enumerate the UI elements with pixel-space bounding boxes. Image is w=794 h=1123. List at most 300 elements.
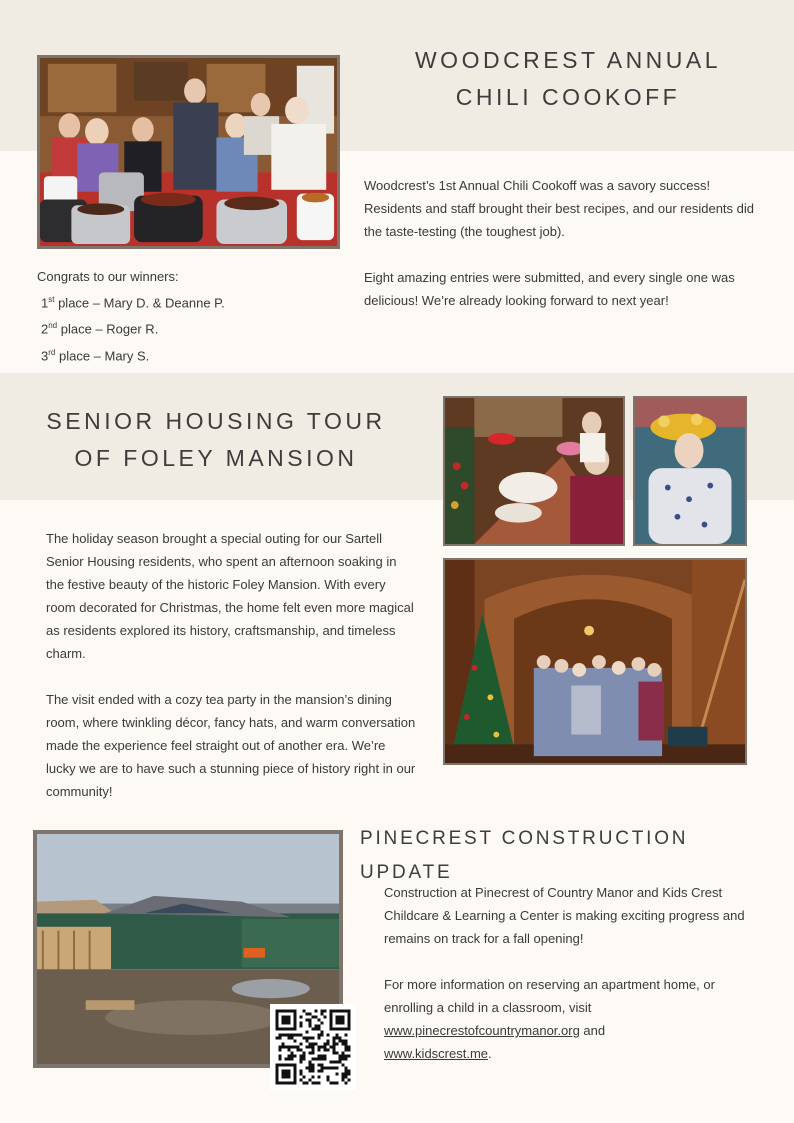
qr-module	[336, 1016, 339, 1019]
qr-module	[291, 1046, 294, 1049]
qr-module	[288, 1049, 291, 1052]
qr-module	[339, 1010, 342, 1013]
chili-paragraph-2: Eight amazing entries were submitted, and every single one was delicious! We’re already looking forward to next year!	[364, 270, 735, 308]
qr-module	[339, 1016, 342, 1019]
qr-module	[321, 1034, 324, 1037]
qr-module	[285, 1064, 288, 1067]
qr-module	[315, 1082, 318, 1085]
qr-module	[294, 1070, 297, 1073]
qr-module	[303, 1037, 306, 1040]
qr-module	[345, 1058, 348, 1061]
qr-module	[294, 1064, 297, 1067]
qr-module	[300, 1016, 303, 1019]
construction-paragraph-1: Construction at Pinecrest of Country Manor and Kids Crest Childcare & Learning a Center is making exciting progress and remains on track for a fall opening!	[384, 885, 745, 946]
qr-module	[342, 1022, 345, 1025]
qr-module	[318, 1037, 321, 1040]
qr-module	[282, 1046, 285, 1049]
qr-module	[276, 1016, 279, 1019]
qr-module	[282, 1043, 285, 1046]
qr-module	[294, 1022, 297, 1025]
qr-module	[312, 1067, 315, 1070]
pinecrest-link[interactable]: www.pinecrestofcountrymanor.org	[384, 1023, 580, 1038]
qr-module	[321, 1070, 324, 1073]
qr-module	[339, 1055, 342, 1058]
qr-module	[339, 1037, 342, 1040]
qr-module	[288, 1058, 291, 1061]
qr-module	[348, 1019, 351, 1022]
qr-module	[300, 1061, 303, 1064]
qr-module	[345, 1028, 348, 1031]
qr-module	[288, 1028, 291, 1031]
qr-code[interactable]	[270, 1004, 356, 1090]
qr-module	[306, 1040, 309, 1043]
qr-module	[276, 1082, 279, 1085]
qr-module	[294, 1025, 297, 1028]
qr-module	[339, 1058, 342, 1061]
qr-module	[324, 1016, 327, 1019]
qr-module	[276, 1064, 279, 1067]
qr-module	[345, 1040, 348, 1043]
qr-module	[300, 1055, 303, 1058]
chili-paragraph-1: Woodcrest’s 1st Annual Chili Cookoff was a savory success! Residents and staff brought their best recipes, and our residents did the taste-testing (the toughest job).	[364, 178, 754, 239]
qr-module	[318, 1034, 321, 1037]
qr-module	[318, 1046, 321, 1049]
qr-module	[330, 1067, 333, 1070]
qr-module	[300, 1070, 303, 1073]
qr-module	[318, 1070, 321, 1073]
qr-module	[312, 1049, 315, 1052]
qr-module	[315, 1043, 318, 1046]
qr-module	[309, 1025, 312, 1028]
qr-module	[336, 1019, 339, 1022]
qr-module	[309, 1067, 312, 1070]
qr-module	[309, 1064, 312, 1067]
qr-module	[291, 1037, 294, 1040]
qr-module	[291, 1034, 294, 1037]
qr-module	[309, 1046, 312, 1049]
qr-module	[285, 1019, 288, 1022]
qr-module	[339, 1061, 342, 1064]
qr-module	[333, 1046, 336, 1049]
qr-module	[282, 1028, 285, 1031]
qr-module	[333, 1037, 336, 1040]
qr-module	[285, 1046, 288, 1049]
qr-module	[276, 1022, 279, 1025]
qr-module	[309, 1043, 312, 1046]
qr-module	[318, 1058, 321, 1061]
tour-paragraph-1: The holiday season brought a special outing for our Sartell Senior Housing residents, who spent an afternoon soaking in the festive beauty of the historic Foley Mansion. With every room decorated for Christmas, the home felt even more magical as residents explored its history, craftsmanship, and timeless charm.	[46, 531, 414, 661]
construction-paragraph-2: For more information on reserving an apartment home, or enrolling a child in a classroom, visit www.pinecrestofcountrymanor.org and www.kidscrest.me.	[384, 977, 715, 1061]
qr-module	[321, 1067, 324, 1070]
qr-module	[333, 1052, 336, 1055]
qr-module	[294, 1016, 297, 1019]
qr-module	[342, 1028, 345, 1031]
qr-module	[342, 1043, 345, 1046]
qr-module	[294, 1055, 297, 1058]
qr-module	[333, 1043, 336, 1046]
qr-module	[285, 1016, 288, 1019]
qr-module	[282, 1016, 285, 1019]
qr-module	[279, 1049, 282, 1052]
qr-module	[276, 1019, 279, 1022]
qr-module	[345, 1049, 348, 1052]
qr-module	[288, 1016, 291, 1019]
chili-title-line-1: WOODCREST ANNUAL	[414, 47, 722, 73]
qr-module	[300, 1043, 303, 1046]
qr-module	[276, 1079, 279, 1082]
qr-module	[291, 1010, 294, 1013]
qr-module	[276, 1028, 279, 1031]
qr-module	[294, 1082, 297, 1085]
qr-module	[348, 1073, 351, 1076]
qr-module	[279, 1010, 282, 1013]
qr-module	[282, 1076, 285, 1079]
qr-module	[282, 1064, 285, 1067]
qr-module	[306, 1046, 309, 1049]
qr-module	[306, 1037, 309, 1040]
qr-module	[324, 1043, 327, 1046]
qr-module	[300, 1073, 303, 1076]
qr-module	[324, 1067, 327, 1070]
qr-module	[294, 1034, 297, 1037]
qr-module	[312, 1016, 315, 1019]
qr-module	[342, 1040, 345, 1043]
qr-module	[348, 1079, 351, 1082]
qr-module	[327, 1079, 330, 1082]
qr-module	[309, 1070, 312, 1073]
qr-module	[288, 1073, 291, 1076]
qr-module	[318, 1076, 321, 1079]
qr-module	[285, 1028, 288, 1031]
qr-module	[312, 1064, 315, 1067]
qr-module	[348, 1010, 351, 1013]
qr-module	[282, 1022, 285, 1025]
qr-module	[336, 1022, 339, 1025]
qr-module	[279, 1034, 282, 1037]
qr-module	[285, 1073, 288, 1076]
qr-module	[285, 1070, 288, 1073]
qr-module	[330, 1082, 333, 1085]
qr-module	[300, 1022, 303, 1025]
qr-module	[330, 1016, 333, 1019]
qr-module	[288, 1037, 291, 1040]
qr-module	[345, 1067, 348, 1070]
qr-module	[342, 1064, 345, 1067]
qr-module	[303, 1055, 306, 1058]
qr-module	[330, 1028, 333, 1031]
qr-module	[309, 1052, 312, 1055]
qr-module	[312, 1052, 315, 1055]
qr-module	[285, 1058, 288, 1061]
qr-module	[333, 1010, 336, 1013]
qr-module	[288, 1019, 291, 1022]
qr-module	[309, 1061, 312, 1064]
kidscrest-link[interactable]: www.kidscrest.me	[384, 1046, 489, 1061]
qr-module	[342, 1073, 345, 1076]
winner-3: 3rd place – Mary S.	[41, 347, 150, 363]
qr-module	[309, 1013, 312, 1016]
qr-module	[327, 1049, 330, 1052]
tour-title	[30, 403, 402, 477]
qr-module	[348, 1016, 351, 1019]
qr-module	[342, 1016, 345, 1019]
qr-module	[321, 1046, 324, 1049]
qr-module	[294, 1028, 297, 1031]
qr-module	[276, 1010, 279, 1013]
qr-module	[294, 1079, 297, 1082]
qr-module	[333, 1067, 336, 1070]
qr-module	[291, 1082, 294, 1085]
qr-module	[327, 1043, 330, 1046]
fancy-hat-photo	[633, 396, 747, 546]
qr-module	[339, 1019, 342, 1022]
qr-module	[306, 1031, 309, 1034]
chili-title-line-2: CHILI COOKOFF	[455, 84, 681, 110]
qr-module	[342, 1055, 345, 1058]
qr-module	[345, 1043, 348, 1046]
qr-module	[348, 1070, 351, 1073]
qr-module	[294, 1010, 297, 1013]
qr-module	[306, 1082, 309, 1085]
qr-module	[330, 1010, 333, 1013]
qr-module	[324, 1049, 327, 1052]
qr-module	[336, 1061, 339, 1064]
qr-module	[288, 1082, 291, 1085]
qr-module	[279, 1064, 282, 1067]
qr-module	[321, 1031, 324, 1034]
qr-module	[309, 1079, 312, 1082]
qr-module	[345, 1046, 348, 1049]
qr-module	[306, 1067, 309, 1070]
qr-module	[345, 1010, 348, 1013]
tour-title-line-2: OF FOLEY MANSION	[74, 445, 358, 471]
qr-module	[288, 1022, 291, 1025]
qr-module	[315, 1025, 318, 1028]
qr-module	[348, 1022, 351, 1025]
qr-module	[300, 1058, 303, 1061]
qr-module	[315, 1016, 318, 1019]
qr-module	[282, 1034, 285, 1037]
qr-module	[339, 1022, 342, 1025]
winners-list	[37, 265, 225, 367]
qr-module	[312, 1028, 315, 1031]
qr-module	[300, 1049, 303, 1052]
qr-module	[348, 1049, 351, 1052]
qr-module	[285, 1010, 288, 1013]
qr-module	[312, 1043, 315, 1046]
qr-module	[297, 1049, 300, 1052]
qr-module	[318, 1019, 321, 1022]
qr-module	[333, 1082, 336, 1085]
qr-module	[303, 1076, 306, 1079]
qr-module	[288, 1076, 291, 1079]
qr-module	[294, 1013, 297, 1016]
winner-1: 1st place – Mary D. & Deanne P.	[41, 295, 225, 311]
qr-module	[303, 1082, 306, 1085]
qr-module	[276, 1025, 279, 1028]
qr-module	[312, 1046, 315, 1049]
qr-module	[318, 1049, 321, 1052]
qr-module	[276, 1067, 279, 1070]
qr-module	[288, 1055, 291, 1058]
qr-module	[306, 1013, 309, 1016]
qr-module	[279, 1055, 282, 1058]
qr-module	[348, 1046, 351, 1049]
qr-module	[318, 1082, 321, 1085]
qr-module	[324, 1046, 327, 1049]
qr-module	[276, 1076, 279, 1079]
qr-module	[327, 1076, 330, 1079]
qr-module	[336, 1052, 339, 1055]
qr-module	[312, 1058, 315, 1061]
qr-module	[321, 1064, 324, 1067]
qr-module	[336, 1067, 339, 1070]
qr-module	[330, 1025, 333, 1028]
qr-module	[291, 1058, 294, 1061]
qr-module	[327, 1040, 330, 1043]
qr-module	[315, 1058, 318, 1061]
qr-module	[333, 1061, 336, 1064]
qr-module	[288, 1064, 291, 1067]
qr-module	[333, 1028, 336, 1031]
qr-module	[306, 1019, 309, 1022]
qr-module	[285, 1034, 288, 1037]
qr-module	[333, 1049, 336, 1052]
qr-module	[336, 1034, 339, 1037]
qr-module	[300, 1025, 303, 1028]
qr-module	[318, 1064, 321, 1067]
qr-module	[339, 1040, 342, 1043]
qr-module	[321, 1022, 324, 1025]
qr-module	[327, 1034, 330, 1037]
qr-module	[336, 1043, 339, 1046]
qr-module	[294, 1076, 297, 1079]
qr-module	[294, 1067, 297, 1070]
qr-module	[336, 1010, 339, 1013]
qr-module	[291, 1064, 294, 1067]
qr-module	[342, 1079, 345, 1082]
qr-module	[348, 1055, 351, 1058]
winner-2: 2nd place – Roger R.	[41, 321, 159, 337]
qr-module	[303, 1052, 306, 1055]
qr-module	[330, 1061, 333, 1064]
qr-module	[288, 1034, 291, 1037]
qr-module	[312, 1082, 315, 1085]
qr-module	[288, 1010, 291, 1013]
construction-body	[384, 881, 756, 1065]
qr-module	[312, 1037, 315, 1040]
tour-body	[46, 527, 416, 803]
qr-module	[309, 1022, 312, 1025]
tour-paragraph-2: The visit ended with a cozy tea party in the mansion’s dining room, where twinkling décor, fancy hats, and warm conversation made the experience feel straight out of another era. We’re lucky we are to have such a stunning piece of history right in our community!	[46, 692, 416, 799]
qr-module	[291, 1055, 294, 1058]
qr-module	[324, 1010, 327, 1013]
qr-module	[321, 1013, 324, 1016]
winners-heading: Congrats to our winners:	[37, 269, 179, 284]
qr-module	[321, 1055, 324, 1058]
qr-module	[345, 1070, 348, 1073]
qr-module	[294, 1073, 297, 1076]
qr-module	[345, 1055, 348, 1058]
qr-module	[276, 1073, 279, 1076]
qr-module	[321, 1058, 324, 1061]
qr-module	[345, 1082, 348, 1085]
qr-module	[333, 1040, 336, 1043]
mansion-group-photo	[443, 558, 747, 765]
qr-module	[291, 1052, 294, 1055]
qr-module	[345, 1034, 348, 1037]
qr-module	[285, 1082, 288, 1085]
qr-module	[288, 1046, 291, 1049]
qr-module	[345, 1073, 348, 1076]
qr-module	[348, 1013, 351, 1016]
qr-module	[285, 1022, 288, 1025]
construction-title: PINECREST CONSTRUCTION UPDATE	[360, 828, 689, 883]
qr-module	[276, 1070, 279, 1073]
qr-module	[315, 1010, 318, 1013]
qr-module	[303, 1058, 306, 1061]
qr-module	[282, 1010, 285, 1013]
qr-module	[336, 1082, 339, 1085]
qr-module	[276, 1013, 279, 1016]
qr-module	[300, 1034, 303, 1037]
qr-module	[336, 1037, 339, 1040]
qr-module	[288, 1070, 291, 1073]
qr-module	[315, 1028, 318, 1031]
qr-module	[279, 1058, 282, 1061]
qr-module	[339, 1028, 342, 1031]
chili-title	[385, 42, 751, 116]
qr-module	[345, 1076, 348, 1079]
qr-module	[282, 1070, 285, 1073]
qr-module	[294, 1040, 297, 1043]
qr-module	[294, 1019, 297, 1022]
chili-body	[364, 174, 754, 312]
qr-module	[327, 1067, 330, 1070]
qr-module	[348, 1028, 351, 1031]
qr-module	[330, 1046, 333, 1049]
qr-module	[279, 1028, 282, 1031]
qr-module	[336, 1028, 339, 1031]
qr-module	[342, 1076, 345, 1079]
qr-module	[318, 1025, 321, 1028]
qr-module	[318, 1055, 321, 1058]
qr-module	[282, 1073, 285, 1076]
qr-module	[303, 1010, 306, 1013]
qr-module	[318, 1028, 321, 1031]
qr-module	[336, 1073, 339, 1076]
qr-module	[342, 1010, 345, 1013]
qr-module	[297, 1046, 300, 1049]
qr-module	[309, 1037, 312, 1040]
qr-module	[342, 1019, 345, 1022]
qr-module	[294, 1046, 297, 1049]
qr-module	[279, 1037, 282, 1040]
qr-module	[330, 1022, 333, 1025]
qr-module	[342, 1058, 345, 1061]
qr-module	[348, 1025, 351, 1028]
qr-module	[330, 1013, 333, 1016]
qr-module	[300, 1079, 303, 1082]
qr-module	[312, 1076, 315, 1079]
qr-module	[297, 1034, 300, 1037]
qr-module	[282, 1082, 285, 1085]
qr-module	[342, 1052, 345, 1055]
chili-group-photo	[37, 55, 340, 249]
qr-module	[309, 1019, 312, 1022]
qr-module	[276, 1037, 279, 1040]
tea-party-photo	[443, 396, 625, 546]
